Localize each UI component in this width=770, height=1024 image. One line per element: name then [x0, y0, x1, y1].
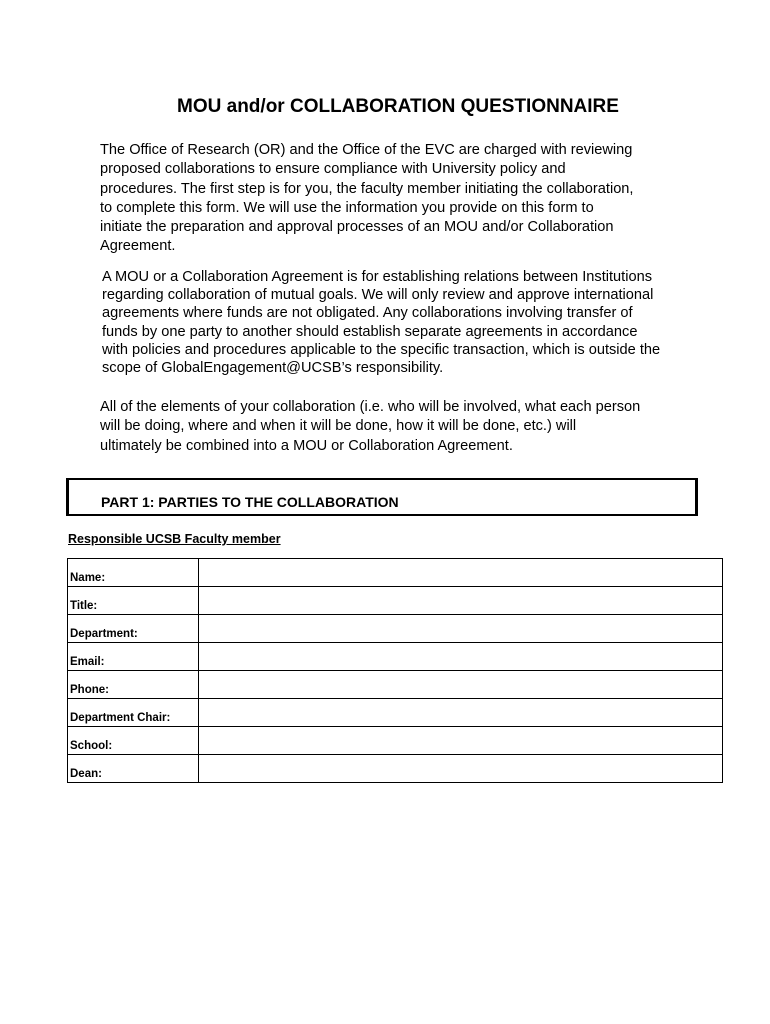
- elements-line: will be doing, where and when it will be done, how it will be done, etc.) will: [100, 418, 577, 435]
- field-input-name[interactable]: [199, 559, 723, 587]
- intro-line: Agreement.: [100, 238, 176, 255]
- scope-line: regarding collaboration of mutual goals. We will only review and approve international: [102, 287, 654, 304]
- intro-line: initiate the preparation and approval processes of an MOU and/or Collaboration: [100, 219, 614, 236]
- field-label-dean: Dean:: [68, 755, 199, 783]
- field-label-name: Name:: [68, 559, 199, 587]
- table-row: [68, 699, 723, 727]
- field-input-dean[interactable]: [199, 755, 723, 783]
- field-input-department[interactable]: [199, 615, 723, 643]
- scope-line: A MOU or a Collaboration Agreement is for establishing relations between Institutions: [102, 269, 652, 285]
- scope-paragraph: [102, 268, 692, 377]
- scope-line: agreements where funds are not obligated. Any collaborations involving transfer of: [102, 305, 633, 322]
- field-label-email: Email:: [68, 643, 199, 671]
- table-row: [68, 559, 723, 587]
- scope-line: with policies and procedures applicable to the specific transaction, which is outside the: [102, 341, 661, 358]
- field-label-department: Department:: [68, 615, 199, 643]
- intro-line: procedures. The first step is for you, the faculty member initiating the collaboration,: [100, 180, 634, 197]
- field-input-phone[interactable]: [199, 671, 723, 699]
- elements-line: All of the elements of your collaboration (i.e. who will be involved, what each person: [100, 399, 641, 415]
- part1-header-box: [66, 478, 698, 516]
- faculty-info-table: [67, 558, 723, 783]
- scope-line: scope of GlobalEngagement@UCSB’s responsibility.: [102, 360, 444, 377]
- table-row: [68, 727, 723, 755]
- part1-title: PART 1: PARTIES TO THE COLLABORATION: [101, 494, 399, 510]
- intro-paragraph: [100, 141, 680, 257]
- field-input-school[interactable]: [199, 727, 723, 755]
- intro-line: The Office of Research (OR) and the Office of the EVC are charged with reviewing: [100, 142, 633, 158]
- field-label-department-chair: Department Chair:: [68, 699, 199, 727]
- scope-line: funds by one party to another should establish separate agreements in accordance: [102, 323, 638, 340]
- table-row: [68, 671, 723, 699]
- table-row: [68, 587, 723, 615]
- field-input-email[interactable]: [199, 643, 723, 671]
- field-label-title: Title:: [68, 587, 199, 615]
- faculty-subheading: Responsible UCSB Faculty member: [68, 532, 281, 546]
- elements-paragraph: [100, 398, 680, 456]
- table-row: [68, 643, 723, 671]
- field-input-department-chair[interactable]: [199, 699, 723, 727]
- elements-line: ultimately be combined into a MOU or Collaboration Agreement.: [100, 437, 513, 454]
- page-title: MOU and/or COLLABORATION QUESTIONNAIRE: [177, 96, 619, 117]
- field-label-phone: Phone:: [68, 671, 199, 699]
- table-row: [68, 615, 723, 643]
- intro-line: to complete this form. We will use the information you provide on this form to: [100, 199, 594, 216]
- field-label-school: School:: [68, 727, 199, 755]
- intro-line: proposed collaborations to ensure compliance with University policy and: [100, 161, 566, 178]
- table-row: [68, 755, 723, 783]
- field-input-title[interactable]: [199, 587, 723, 615]
